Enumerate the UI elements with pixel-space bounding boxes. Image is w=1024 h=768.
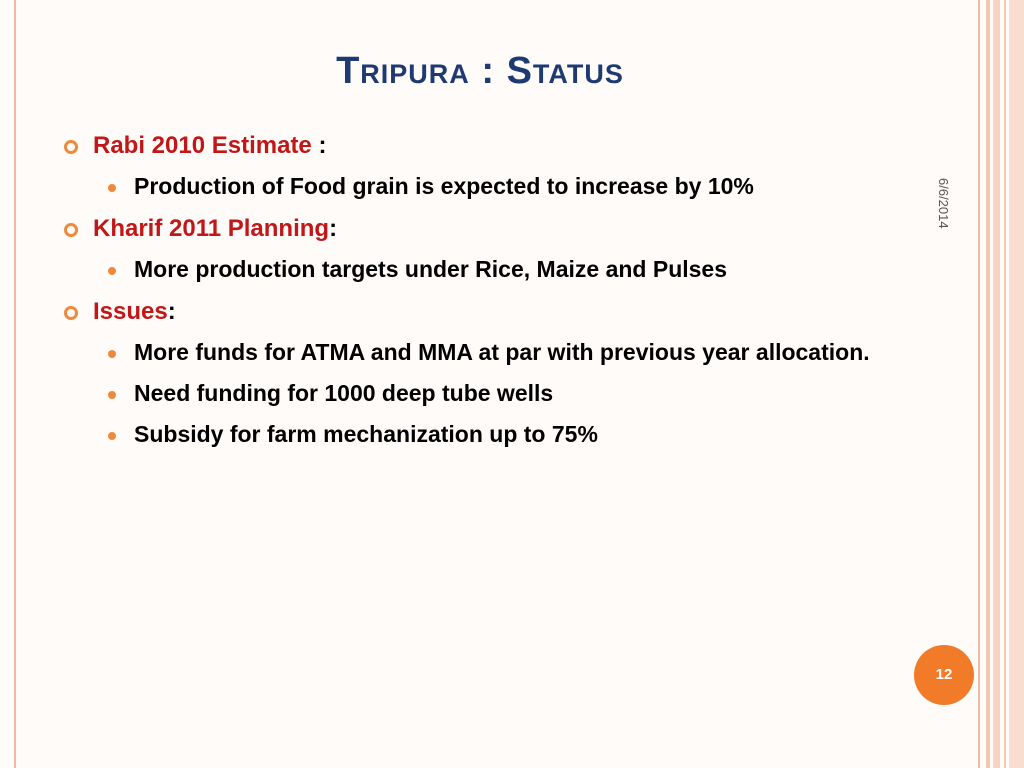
section-heading-colon: :	[311, 132, 327, 159]
slide-content	[62, 128, 882, 459]
bullet-text: Subsidy for farm mechanization up to 75%	[134, 421, 598, 447]
dot-bullet-icon	[108, 267, 116, 275]
dot-bullet-icon	[108, 391, 116, 399]
decorative-stripe	[986, 0, 990, 768]
slide-date	[936, 178, 969, 248]
decorative-stripe	[993, 0, 1000, 768]
section-heading-colon: :	[167, 298, 176, 325]
ring-bullet-icon	[64, 306, 78, 320]
bullet-item	[62, 253, 882, 286]
decorative-stripe	[1004, 0, 1006, 768]
page-number-badge: 12	[914, 645, 974, 705]
bullet-item	[62, 418, 882, 451]
frame-right-border	[978, 0, 980, 768]
section-heading-kharif	[62, 211, 882, 247]
section-heading-issues	[62, 294, 882, 330]
frame-left-border	[14, 0, 16, 768]
decorative-stripe	[1009, 0, 1024, 768]
dot-bullet-icon	[108, 432, 116, 440]
dot-bullet-icon	[108, 350, 116, 358]
section-heading-text: Kharif 2011 Planning	[93, 215, 330, 242]
section-heading-colon: :	[329, 215, 338, 242]
dot-bullet-icon	[108, 184, 116, 192]
section-heading-rabi	[62, 128, 882, 164]
bullet-item	[62, 170, 882, 203]
bullet-text: More production targets under Rice, Maize and Pulses	[134, 256, 728, 282]
bullet-text: Need funding for 1000 deep tube wells	[134, 380, 554, 406]
bullet-text: Production of Food grain is expected to increase by 10%	[134, 173, 754, 199]
bullet-item	[62, 336, 882, 369]
bullet-item	[62, 377, 882, 410]
slide-date-text: 6/6/2014	[936, 178, 951, 229]
section-heading-text: Issues	[93, 298, 168, 325]
slide-title: Tripura : Status	[336, 50, 624, 92]
section-heading-text: Rabi 2010 Estimate	[93, 132, 312, 159]
ring-bullet-icon	[64, 140, 78, 154]
bullet-text: More funds for ATMA and MMA at par with previous year allocation.	[134, 339, 870, 365]
ring-bullet-icon	[64, 223, 78, 237]
